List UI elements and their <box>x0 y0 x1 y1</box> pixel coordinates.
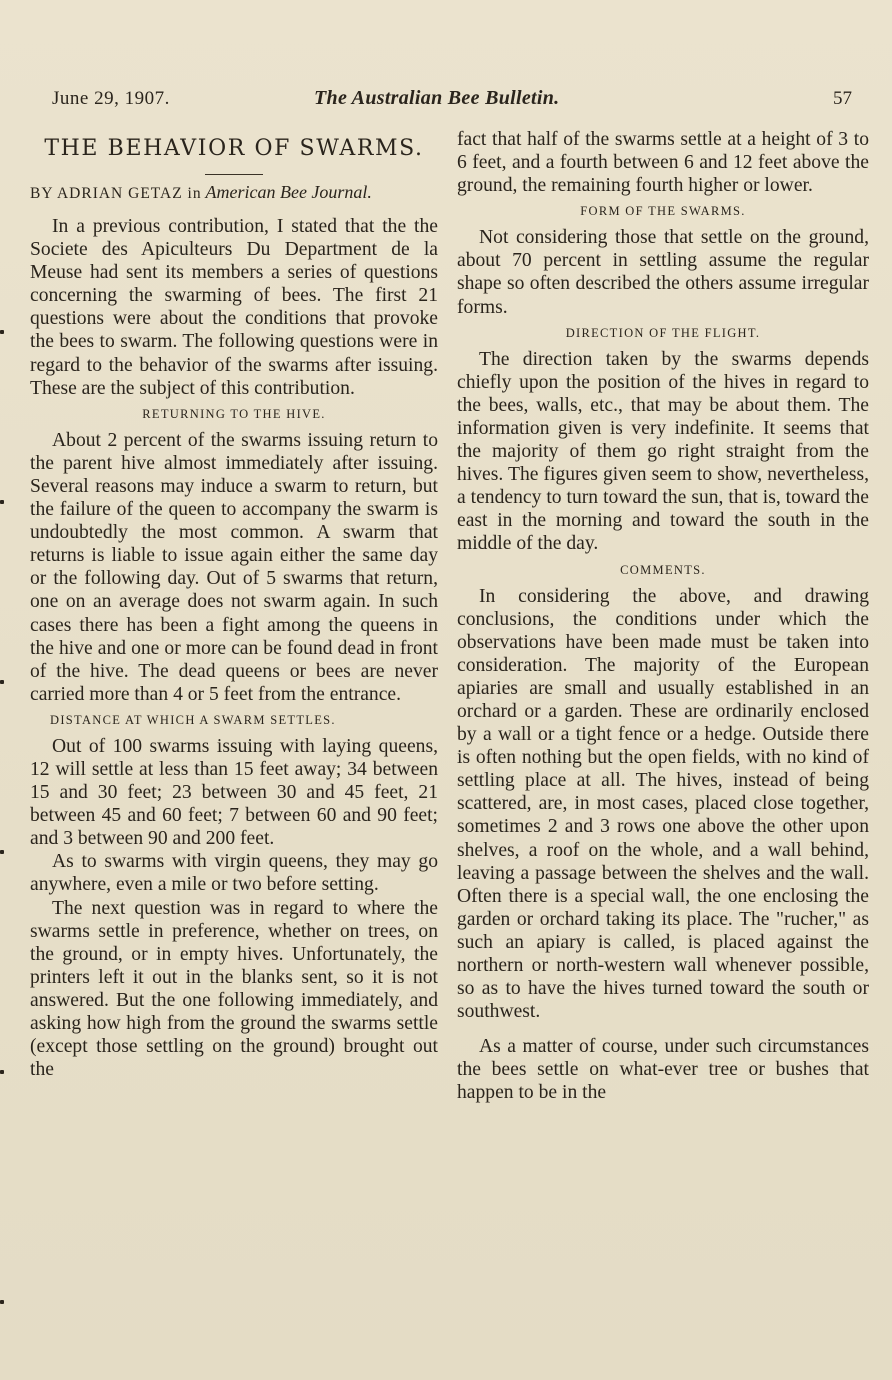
paragraph: As a matter of course, under such circumstances the bees settle on what-ever tree or bushes that happen to be in the <box>457 1036 869 1104</box>
paragraph: fact that half of the swarms settle at a height of 3 to 6 feet, and a fourth between 6 and 12 feet above the ground, the remaining fourth higher or lower. <box>457 129 869 197</box>
byline <box>30 181 438 205</box>
journal-title: The Australian Bee Bulletin. <box>314 87 560 109</box>
paragraph-gap <box>457 1023 869 1035</box>
header-date: June 29, 1907. <box>52 88 170 109</box>
page-number: 57 <box>833 88 852 109</box>
binding-margin-marks <box>0 0 10 1380</box>
paragraph: In a previous contribution, I stated that the the Societe des Apiculteurs Du Department de la Meuse had sent its members a series of questions concerning the swarming of bees. The first 21 questions were about the conditions that provoke the bees to swarm. The following questions were in regard to the behavior of the swarms after issuing. These are the subject of this contribution. <box>30 216 438 399</box>
paragraph: In considering the above, and drawing conclusions, the conditions under which the observations have been made must be taken into consideration. The majority of the European apiaries are small and usually established in an orchard or a garden. These are ordinarily enclosed by a wall or a tight fence or a hedge. Outside there is often nothing but the open fields, with no kind of settling place at all. The hives, instead of being scattered, are, in most cases, placed close together, sometimes 2 and 3 rows one above the other upon shelves, a roof on the whole, and a wall behind, leaving a passage between the shelves and the wall. Often there is a special wall, the one enclosing the garden or orchard taking its place. The "rucher," as such an apiary is called, is placed against the northern or north-western wall whenever possible, so as to have the hives turned toward the south or southwest. <box>457 585 869 1023</box>
paragraph: About 2 percent of the swarms issuing return to the parent hive almost immediately after issuing. Several reasons may induce a swarm to return, but the failure of the queen to accompany the swarm is undoubtedly the most common. A swarm that returns is liable to issue again either the same day or the following day. Out of 5 swarms that return, one on an average does not swarm again. In such cases there has been a fight among the queens in the hive and one or more can be found dead in front of the hive. The dead queens or bees are never carried more than 4 or 5 feet from the entrance. <box>30 429 438 705</box>
section-heading: DISTANCE AT WHICH A SWARM SETTLES. <box>50 712 336 727</box>
margin-mark <box>0 1070 4 1074</box>
byline-source: American Bee Journal. <box>205 182 372 202</box>
margin-mark <box>0 500 4 504</box>
section-heading: FORM OF THE SWARMS. <box>580 204 746 219</box>
margin-mark <box>0 1300 4 1304</box>
paragraph: Out of 100 swarms issuing with laying queens, 12 will settle at less than 15 feet away; 34 between 15 and 30 feet; 23 between 30 and 45 feet, 21 between 45 and 60 feet; 7 between 60 and 90 feet; and 3 between 90 and 200 feet. <box>30 735 438 850</box>
section-heading: COMMENTS. <box>620 562 706 577</box>
paragraph: Not considering those that settle on the ground, about 70 percent in settling assume the regular shape so often described the others assume irregular forms. <box>457 227 869 318</box>
running-header <box>52 88 852 116</box>
paragraph: The direction taken by the swarms depends chiefly upon the position of the hives in regard to the bees, walls, etc., that may be about them. The information given is very indefinite. It seems that the majority of them go right straight from the hives. The figures given seem to show, nevertheless, a tendency to turn toward the sun, that is, toward the east in the morning and toward the south in the middle of the day. <box>457 348 869 555</box>
left-column <box>30 128 438 1081</box>
article-title: THE BEHAVIOR OF SWARMS. <box>44 136 424 161</box>
paragraph: As to swarms with virgin queens, they may go anywhere, even a mile or two before setting. <box>30 851 438 896</box>
margin-mark <box>0 680 4 684</box>
margin-mark <box>0 330 4 334</box>
right-column <box>457 128 869 1105</box>
byline-author: BY ADRIAN GETAZ in <box>30 185 202 202</box>
title-rule <box>205 174 263 175</box>
paragraph: The next question was in regard to where the swarms settle in preference, whether on trees, on the ground, or in empty hives. Unfortunately, the printers left it out in the blanks sent, so it is not answered. But the one following immediately, and asking how high from the ground the swarms settle (except those settling on the ground) brought out the <box>30 897 438 1081</box>
margin-mark <box>0 850 4 854</box>
section-heading: DIRECTION OF THE FLIGHT. <box>565 325 761 340</box>
section-heading: RETURNING TO THE HIVE. <box>142 406 326 421</box>
